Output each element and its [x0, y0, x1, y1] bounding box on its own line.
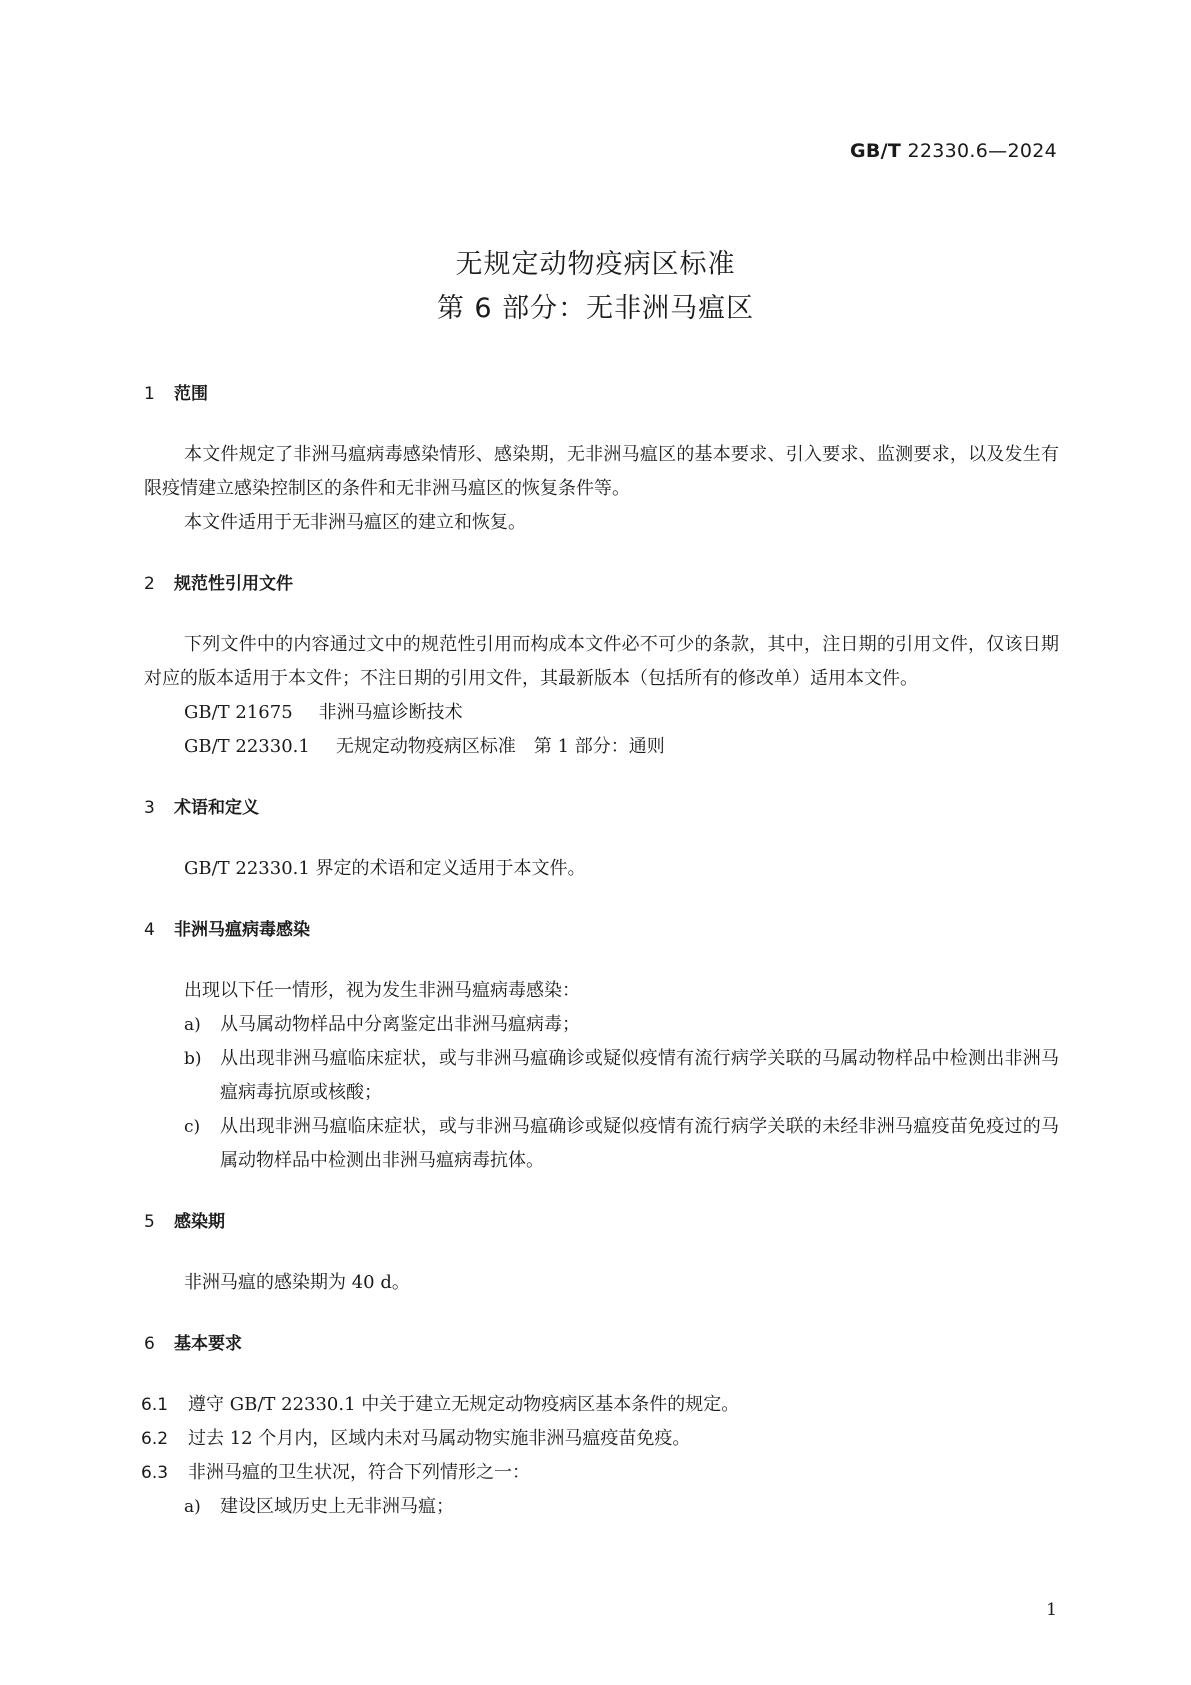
document-title [0, 243, 1191, 331]
clause-text: 遵守 GB/T 22330.1 中关于建立无规定动物疫病区基本条件的规定。 [188, 1394, 740, 1415]
reference-title: 非洲马瘟诊断技术 [318, 702, 463, 723]
clause-number: 6.2 [141, 1429, 169, 1449]
list-marker: a) [184, 1015, 201, 1035]
clause-text: 过去 12 个月内，区域内未对马属动物实施非洲马瘟疫苗免疫。 [188, 1428, 691, 1449]
paragraph: 本文件规定了非洲马瘟病毒感染情形、感染期，无非洲马瘟区的基本要求、引入要求、监测要求，以及发生有限疫情建立感染控制区的条件和无非洲马瘟区的恢复条件等。 [144, 444, 1059, 499]
section-heading-infection-period [144, 1206, 1059, 1238]
section-title: 规范性引用文件 [174, 574, 293, 594]
list-item [144, 1008, 1059, 1042]
paragraph: 出现以下任一情形，视为发生非洲马瘟病毒感染： [184, 980, 580, 1001]
title-line-2: 第 6 部分：无非洲马瘟区 [436, 293, 755, 324]
section-heading-basic-requirements [144, 1328, 1059, 1360]
clause-number: 6.3 [141, 1463, 169, 1483]
section-number: 2 [144, 574, 155, 594]
paragraph: 非洲马瘟的感染期为 40 d。 [184, 1272, 410, 1293]
paragraph: 下列文件中的内容通过文中的规范性引用而构成本文件必不可少的条款，其中，注日期的引用文件，仅该日期对应的版本适用于本文件；不注日期的引用文件，其最新版本（包括所有的修改单）适用本文件。 [144, 634, 1059, 689]
reference-code: GB/T 21675 [184, 702, 293, 723]
reference-item [144, 730, 1059, 764]
section-number: 4 [144, 920, 155, 940]
list-item-text: 建设区域历史上无非洲马瘟； [220, 1496, 454, 1517]
paragraph: GB/T 22330.1 界定的术语和定义适用于本文件。 [184, 858, 586, 879]
reference-code: GB/T 22330.1 [184, 736, 310, 757]
title-line-1: 无规定动物疫病区标准 [455, 249, 736, 280]
section-title: 感染期 [174, 1212, 225, 1232]
section-title: 基本要求 [174, 1334, 242, 1354]
list-item [144, 1490, 1059, 1524]
clause [141, 1422, 1059, 1456]
paragraph: 本文件适用于无非洲马瘟区的建立和恢复。 [184, 512, 526, 533]
section-number: 6 [144, 1334, 155, 1354]
reference-title: 无规定动物疫病区标准 第 1 部分：通则 [335, 736, 665, 757]
clause [141, 1456, 1059, 1490]
standard-code-prefix: GB/T [849, 140, 902, 162]
list-item-text: 从出现非洲马瘟临床症状，或与非洲马瘟确诊或疑似疫情有流行病学关联的马属动物样品中检测出非洲马瘟病毒抗原或核酸； [220, 1048, 1059, 1103]
list-item [144, 1110, 1059, 1178]
list-item [144, 1042, 1059, 1110]
list-item-text: 从马属动物样品中分离鉴定出非洲马瘟病毒； [220, 1014, 580, 1035]
list-marker: c) [184, 1117, 201, 1137]
list-marker: a) [184, 1497, 201, 1517]
section-title: 非洲马瘟病毒感染 [174, 920, 310, 940]
list-item-text: 从出现非洲马瘟临床症状，或与非洲马瘟确诊或疑似疫情有流行病学关联的未经非洲马瘟疫苗免疫过的马属动物样品中检测出非洲马瘟病毒抗体。 [220, 1116, 1059, 1171]
section-number: 1 [144, 384, 155, 404]
section-number: 3 [144, 798, 155, 818]
list-marker: b) [184, 1049, 202, 1069]
standard-code-number: 22330.6—2024 [907, 140, 1057, 162]
standard-code [850, 140, 1057, 162]
clause-number: 6.1 [141, 1395, 169, 1415]
section-heading-terms [144, 792, 1059, 824]
clause-text: 非洲马瘟的卫生状况，符合下列情形之一： [188, 1462, 530, 1483]
page-number: 1 [1046, 1600, 1057, 1620]
reference-item [144, 696, 1059, 730]
section-number: 5 [144, 1212, 155, 1232]
section-title: 范围 [174, 384, 208, 404]
clause [141, 1388, 1059, 1422]
section-heading-scope [144, 378, 1059, 410]
section-heading-infection [144, 914, 1059, 946]
section-heading-normative-references [144, 568, 1059, 600]
document-body [141, 378, 1059, 1524]
section-title: 术语和定义 [174, 798, 259, 818]
